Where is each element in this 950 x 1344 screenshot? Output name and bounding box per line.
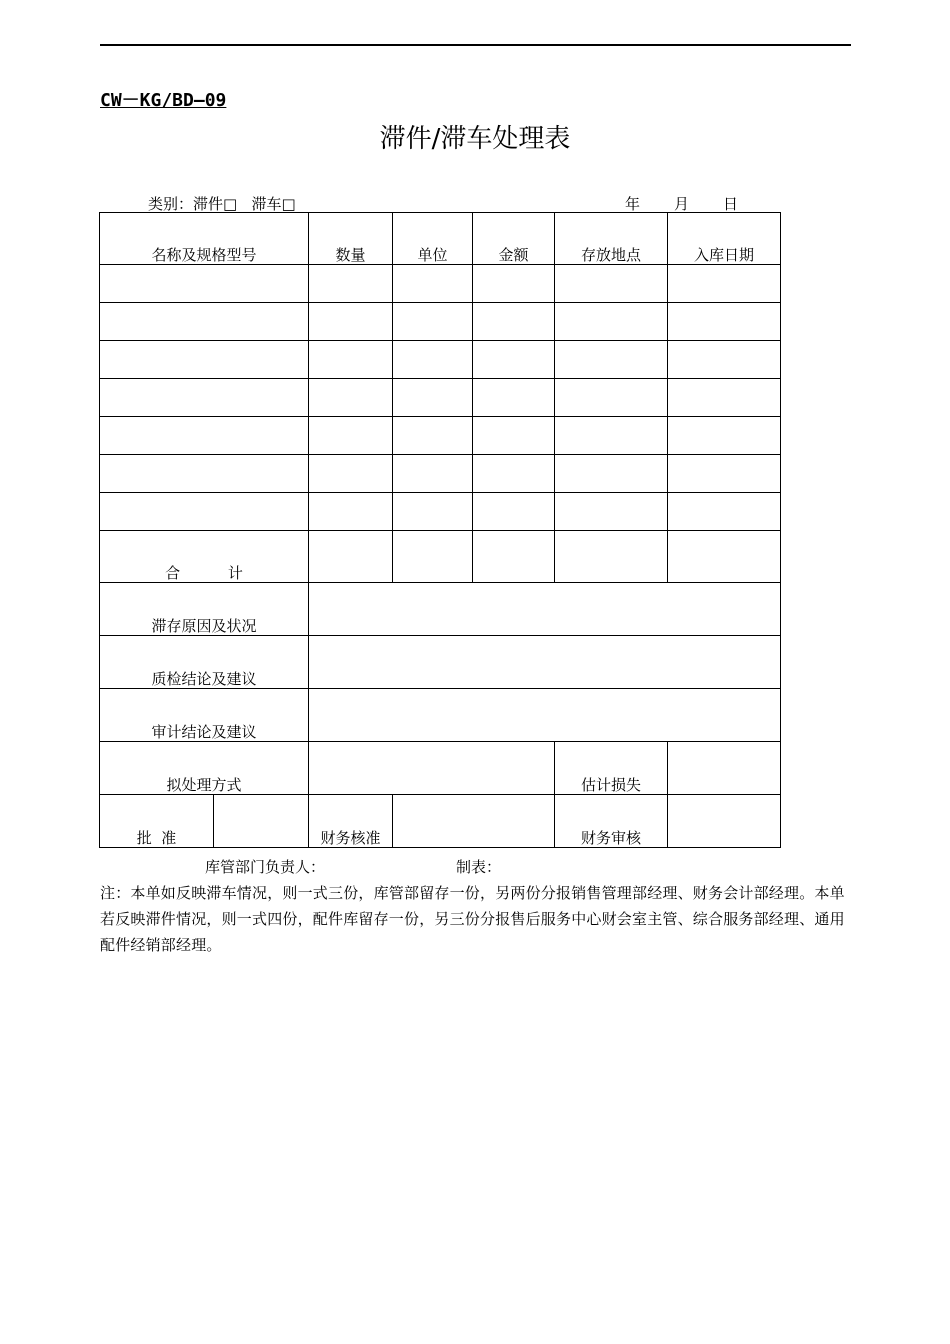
cell-date[interactable]: [668, 341, 781, 379]
finance-audit-field[interactable]: [668, 795, 781, 848]
cell-quantity[interactable]: [309, 379, 393, 417]
cell-name[interactable]: [100, 417, 309, 455]
total-label: [100, 531, 309, 583]
qc-row: [100, 636, 781, 689]
cell-amount[interactable]: [473, 493, 555, 531]
cell-name[interactable]: [100, 265, 309, 303]
table-row: [100, 341, 781, 379]
cell-amount[interactable]: [473, 341, 555, 379]
cell-location[interactable]: [555, 341, 668, 379]
cell-unit[interactable]: [393, 455, 473, 493]
col-header-amount: 金额: [473, 213, 555, 265]
finance-check-field[interactable]: [393, 795, 555, 848]
table-row: [100, 455, 781, 493]
disposal-form-table: [99, 212, 781, 848]
cell-unit[interactable]: [393, 265, 473, 303]
col-header-quantity: 数量: [309, 213, 393, 265]
audit-label: 审计结论及建议: [100, 689, 309, 742]
cell-date[interactable]: [668, 455, 781, 493]
signature-row: [100, 795, 781, 848]
finance-check-label: 财务核准: [309, 795, 393, 848]
total-row: [100, 531, 781, 583]
cell-unit[interactable]: [393, 379, 473, 417]
method-label: 拟处理方式: [100, 742, 309, 795]
cell-quantity[interactable]: [309, 265, 393, 303]
method-row: [100, 742, 781, 795]
audit-row: [100, 689, 781, 742]
qc-field[interactable]: [309, 636, 781, 689]
cell-quantity[interactable]: [309, 341, 393, 379]
total-date[interactable]: [668, 531, 781, 583]
cell-date[interactable]: [668, 417, 781, 455]
cell-unit[interactable]: [393, 303, 473, 341]
cell-location[interactable]: [555, 265, 668, 303]
cell-unit[interactable]: [393, 493, 473, 531]
cell-name[interactable]: [100, 455, 309, 493]
category-label: 类别：: [148, 195, 194, 213]
method-field[interactable]: [309, 742, 555, 795]
category-option-vehicle[interactable]: 滞车□: [251, 195, 296, 213]
date-line: [625, 193, 738, 214]
col-header-date: 入库日期: [668, 213, 781, 265]
approve-field[interactable]: [214, 795, 309, 848]
table-row: [100, 265, 781, 303]
approve-label-b: 准: [161, 829, 177, 847]
audit-field[interactable]: [309, 689, 781, 742]
cell-name[interactable]: [100, 303, 309, 341]
cell-amount[interactable]: [473, 303, 555, 341]
footnote: 注：本单如反映滞车情况，则一式三份，库管部留存一份，另两份分报销售管理部经理、财务会计部经理。本单若反映滞件情况，则一式四份，配件库留存一份，另三份分报售后服务中心财会室主管、综合服务部经理、通用配件经销部经理。: [100, 884, 845, 954]
cell-amount[interactable]: [473, 265, 555, 303]
table-header-row: [100, 213, 781, 265]
document-code: CW－KG/BD—09: [100, 90, 227, 111]
reason-field[interactable]: [309, 583, 781, 636]
col-header-unit: 单位: [393, 213, 473, 265]
cell-amount[interactable]: [473, 455, 555, 493]
cell-quantity[interactable]: [309, 417, 393, 455]
cell-amount[interactable]: [473, 417, 555, 455]
cell-date[interactable]: [668, 379, 781, 417]
cell-name[interactable]: [100, 341, 309, 379]
loss-field[interactable]: [668, 742, 781, 795]
qc-label: 质检结论及建议: [100, 636, 309, 689]
cell-location[interactable]: [555, 303, 668, 341]
col-header-location: 存放地点: [555, 213, 668, 265]
category-line: [148, 193, 296, 214]
cell-date[interactable]: [668, 303, 781, 341]
approve-label-a: 批: [136, 829, 152, 847]
cell-name[interactable]: [100, 493, 309, 531]
total-amount[interactable]: [473, 531, 555, 583]
cell-name[interactable]: [100, 379, 309, 417]
cell-location[interactable]: [555, 417, 668, 455]
cell-amount[interactable]: [473, 379, 555, 417]
cell-unit[interactable]: [393, 417, 473, 455]
category-option-part[interactable]: 滞件□: [193, 195, 238, 213]
col-header-name: 名称及规格型号: [100, 213, 309, 265]
table-row: [100, 417, 781, 455]
reason-label: 滞存原因及状况: [100, 583, 309, 636]
total-label-a: 合: [165, 564, 181, 582]
cell-quantity[interactable]: [309, 493, 393, 531]
table-row: [100, 379, 781, 417]
maker-signature-label: 制表：: [456, 858, 502, 876]
cell-date[interactable]: [668, 493, 781, 531]
table-row: [100, 493, 781, 531]
manager-signature-label: 库管部门负责人：: [205, 858, 326, 876]
cell-quantity[interactable]: [309, 455, 393, 493]
cell-location[interactable]: [555, 493, 668, 531]
loss-label: 估计损失: [555, 742, 668, 795]
approve-label: [100, 795, 214, 848]
date-month: 月: [674, 195, 690, 213]
date-year: 年: [625, 195, 641, 213]
page-title: 滞件/滞车处理表: [379, 124, 571, 154]
total-unit[interactable]: [393, 531, 473, 583]
cell-unit[interactable]: [393, 341, 473, 379]
finance-audit-label: 财务审核: [555, 795, 668, 848]
total-location[interactable]: [555, 531, 668, 583]
table-row: [100, 303, 781, 341]
total-quantity[interactable]: [309, 531, 393, 583]
reason-row: [100, 583, 781, 636]
top-rule: [100, 44, 851, 46]
cell-location[interactable]: [555, 379, 668, 417]
total-label-b: 计: [227, 564, 243, 582]
cell-location[interactable]: [555, 455, 668, 493]
cell-date[interactable]: [668, 265, 781, 303]
date-day: 日: [723, 195, 739, 213]
cell-quantity[interactable]: [309, 303, 393, 341]
